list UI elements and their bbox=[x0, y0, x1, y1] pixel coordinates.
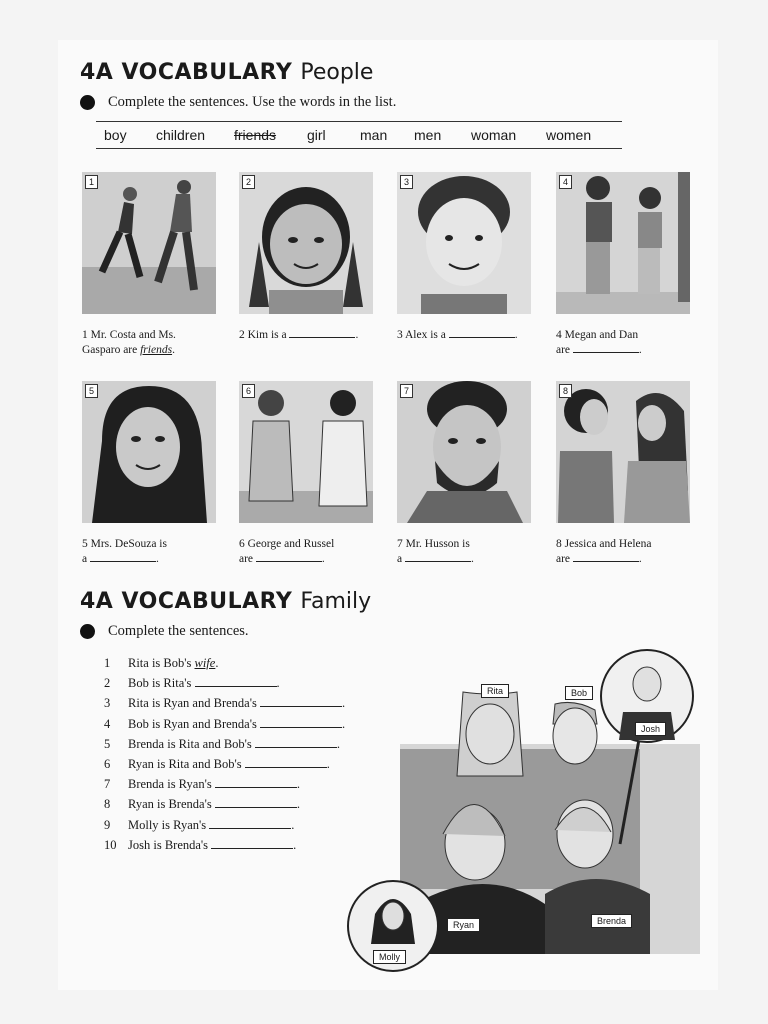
caption-5 bbox=[82, 537, 222, 567]
picture-number: 4 bbox=[559, 175, 572, 189]
caption-text: 2 Kim is a bbox=[239, 329, 287, 341]
photo-men-george-russel bbox=[239, 381, 373, 523]
answer-blank[interactable] bbox=[573, 343, 639, 353]
word-item: man bbox=[360, 127, 388, 143]
family-sentence bbox=[104, 717, 345, 737]
family-sentence-list bbox=[104, 656, 345, 858]
photo-women-jessica-helena bbox=[556, 381, 690, 523]
family-sentence bbox=[104, 818, 345, 838]
answer-blank[interactable] bbox=[211, 839, 293, 849]
sentence-text: Ryan is Rita and Bob's bbox=[128, 756, 242, 771]
item-number: 1 bbox=[104, 656, 111, 670]
photo-woman-desouza bbox=[82, 381, 216, 523]
caption-text: 1 Mr. Costa and Ms. bbox=[82, 329, 176, 341]
word-item: men bbox=[414, 127, 442, 143]
bullet-icon bbox=[80, 624, 95, 639]
family-sentence bbox=[104, 676, 345, 696]
label-rita: Rita bbox=[481, 684, 509, 698]
item-number: 2 bbox=[104, 676, 111, 691]
caption-text: are bbox=[556, 553, 571, 565]
word-list bbox=[96, 121, 622, 149]
word-item-struck: friends bbox=[234, 127, 277, 143]
label-molly: Molly bbox=[373, 950, 406, 964]
sentence-text: Molly is Ryan's bbox=[128, 817, 207, 832]
caption-punct: . bbox=[321, 553, 325, 565]
caption-text: a bbox=[82, 553, 88, 565]
family-illustration bbox=[345, 644, 700, 974]
sentence-text: Rita is Ryan and Brenda's bbox=[128, 696, 257, 711]
answer-blank[interactable] bbox=[449, 328, 515, 338]
caption-punct: . bbox=[514, 329, 518, 341]
caption-text: 5 Mrs. DeSouza is bbox=[82, 538, 167, 550]
caption-punct: . bbox=[638, 553, 642, 565]
example-answer: friends bbox=[140, 344, 173, 356]
section-topic: People bbox=[300, 60, 374, 85]
item-number: 6 bbox=[104, 756, 111, 771]
answer-blank[interactable] bbox=[90, 552, 156, 562]
item-number: 7 bbox=[104, 777, 111, 792]
sentence-text: Bob is Rita's bbox=[128, 676, 192, 691]
sentence-punct: . bbox=[293, 837, 297, 852]
answer-blank[interactable] bbox=[215, 798, 297, 808]
sentence-punct: . bbox=[276, 676, 280, 691]
section-code: 4A VOCABULARY bbox=[80, 589, 293, 614]
word-item: girl bbox=[307, 127, 326, 143]
sentence-punct: . bbox=[336, 736, 341, 751]
caption-7 bbox=[397, 537, 537, 567]
word-item: women bbox=[546, 127, 592, 143]
family-sentence bbox=[104, 838, 345, 858]
photo-children-megan-dan bbox=[556, 172, 690, 314]
sentence-punct: . bbox=[341, 696, 346, 711]
picture-number: 7 bbox=[400, 384, 413, 398]
picture-number: 6 bbox=[242, 384, 255, 398]
sentence-text: Bob is Ryan and Brenda's bbox=[128, 716, 257, 731]
answer-blank[interactable] bbox=[195, 677, 277, 687]
caption-text: are bbox=[556, 344, 571, 356]
caption-text: 3 Alex is a bbox=[397, 329, 446, 341]
sentence-text: Rita is Bob's bbox=[128, 656, 195, 670]
family-sentence bbox=[104, 797, 345, 817]
caption-punct: . bbox=[638, 344, 642, 356]
label-ryan: Ryan bbox=[447, 918, 480, 932]
sentence-punct: . bbox=[296, 777, 300, 792]
bullet-icon bbox=[80, 95, 95, 110]
caption-text: are bbox=[239, 553, 254, 565]
photo-two-runners bbox=[82, 172, 216, 314]
section-code: 4A VOCABULARY bbox=[80, 60, 293, 85]
answer-blank[interactable] bbox=[209, 819, 291, 829]
answer-blank[interactable] bbox=[260, 718, 342, 728]
caption-6 bbox=[239, 537, 379, 567]
answer-blank[interactable] bbox=[260, 697, 342, 707]
caption-punct: . bbox=[155, 553, 159, 565]
word-item: boy bbox=[104, 127, 127, 143]
sentence-punct: . bbox=[291, 817, 295, 832]
picture-number: 8 bbox=[559, 384, 572, 398]
answer-blank[interactable] bbox=[245, 758, 327, 768]
people-instruction: Complete the sentences. Use the words in the list. bbox=[108, 94, 397, 110]
answer-blank[interactable] bbox=[215, 778, 297, 788]
sentence-text: Brenda is Rita and Bob's bbox=[128, 736, 252, 751]
label-josh: Josh bbox=[635, 722, 666, 736]
item-number: 3 bbox=[104, 696, 111, 711]
sentence-text: Josh is Brenda's bbox=[128, 837, 209, 852]
caption-punct: . bbox=[470, 553, 474, 565]
sentence-punct: . bbox=[215, 656, 219, 670]
caption-1 bbox=[82, 328, 222, 358]
caption-3 bbox=[397, 328, 537, 343]
caption-8 bbox=[556, 537, 696, 567]
caption-text: 4 Megan and Dan bbox=[556, 329, 639, 341]
item-number: 4 bbox=[104, 716, 111, 731]
sentence-punct: . bbox=[326, 756, 330, 771]
family-sentence bbox=[104, 777, 345, 797]
caption-text: Gasparo are bbox=[82, 344, 141, 356]
caption-text: 7 Mr. Husson is bbox=[397, 538, 470, 550]
label-brenda: Brenda bbox=[591, 914, 632, 928]
caption-punct: . bbox=[172, 344, 175, 356]
item-number: 5 bbox=[104, 736, 111, 751]
section-topic: Family bbox=[300, 589, 372, 614]
caption-2 bbox=[239, 328, 379, 343]
picture-number: 5 bbox=[85, 384, 98, 398]
answer-blank[interactable] bbox=[573, 552, 639, 562]
word-item: children bbox=[156, 127, 206, 143]
family-sentence bbox=[104, 696, 345, 716]
answer-blank[interactable] bbox=[405, 552, 471, 562]
photo-girl-kim bbox=[239, 172, 373, 314]
item-number: 10 bbox=[104, 837, 117, 852]
photo-man-husson bbox=[397, 381, 531, 523]
answer-blank[interactable] bbox=[255, 738, 337, 748]
caption-punct: . bbox=[355, 329, 359, 341]
answer-blank[interactable] bbox=[289, 328, 355, 338]
label-bob: Bob bbox=[565, 686, 593, 700]
sentence-punct: . bbox=[296, 797, 300, 812]
item-number: 9 bbox=[104, 817, 111, 832]
caption-text: 6 George and Russel bbox=[239, 538, 335, 550]
sentence-punct: . bbox=[341, 716, 346, 731]
picture-number: 2 bbox=[242, 175, 255, 189]
family-sentence bbox=[104, 656, 345, 676]
sentence-text: Ryan is Brenda's bbox=[128, 797, 212, 812]
picture-number: 3 bbox=[400, 175, 413, 189]
family-sentence bbox=[104, 737, 345, 757]
word-item: woman bbox=[471, 127, 517, 143]
picture-number: 1 bbox=[85, 175, 98, 189]
people-section-title bbox=[80, 60, 373, 85]
caption-text: a bbox=[397, 553, 403, 565]
sentence-text: Brenda is Ryan's bbox=[128, 777, 212, 792]
item-number: 8 bbox=[104, 797, 111, 812]
family-section-title bbox=[80, 589, 371, 614]
family-sentence bbox=[104, 757, 345, 777]
family-instruction: Complete the sentences. bbox=[108, 623, 249, 639]
caption-4 bbox=[556, 328, 696, 358]
caption-text: 8 Jessica and Helena bbox=[556, 538, 652, 550]
example-answer: wife bbox=[194, 656, 216, 670]
photo-boy-alex bbox=[397, 172, 531, 314]
answer-blank[interactable] bbox=[256, 552, 322, 562]
